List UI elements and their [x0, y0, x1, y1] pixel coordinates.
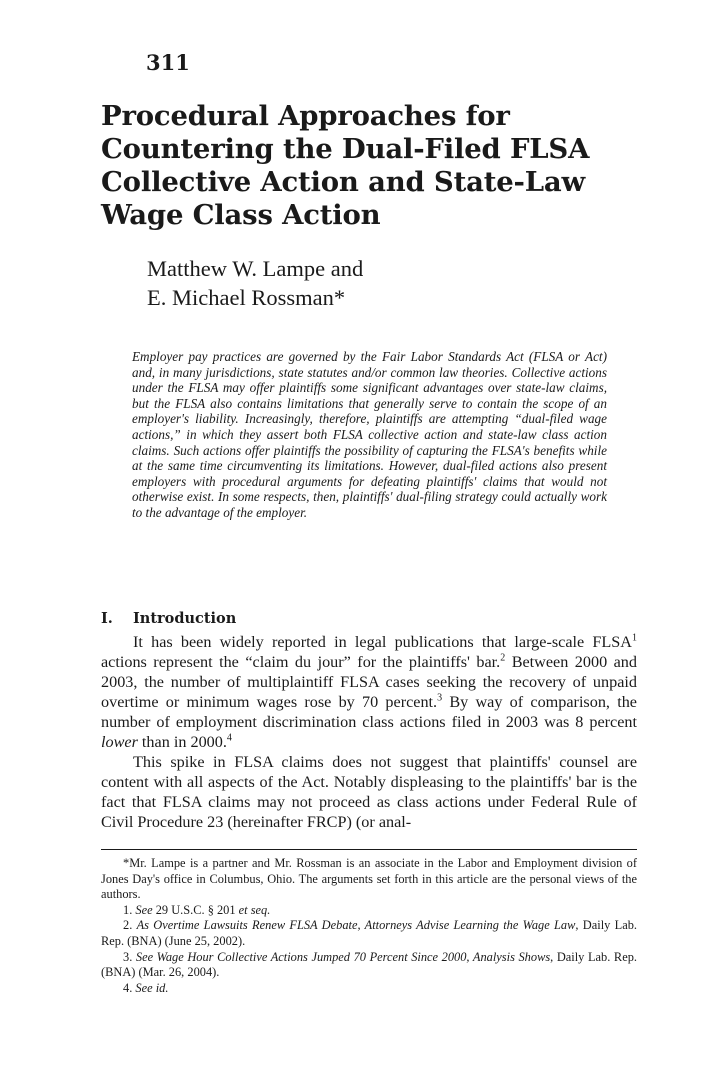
page-number: 311	[146, 50, 190, 75]
footnote-author: *Mr. Lampe is a partner and Mr. Rossman is an associate in the Labor and Employment division of Jones Day's office in Columbus, Ohio. The arguments set forth in this article are the personal views of the authors.	[101, 856, 637, 902]
footnote-3	[101, 950, 637, 981]
author-line: Matthew W. Lampe and	[147, 256, 364, 281]
footnote-number: 1.	[123, 902, 133, 917]
author-byline	[147, 254, 363, 312]
text-run: It has been widely reported in legal publications that large-scale FLSA	[133, 633, 632, 651]
footnote-ref[interactable]: 4	[226, 732, 232, 744]
title-line: Wage Class Action	[101, 199, 381, 231]
citation-text: 29 U.S.C. § 201	[152, 902, 239, 917]
body-paragraph: This spike in FLSA claims does not suggest that plaintiffs' counsel are content with all aspects of the Act. Notably displeasing to the plaintiffs' bar is the fact that FLSA claims may not proceed as class actions under Federal Rule of Civil Procedure 23 (hereinafter FRCP) (or anal-	[101, 753, 637, 831]
body-text	[101, 632, 637, 832]
section-number: I.	[101, 610, 113, 627]
author-line: E. Michael Rossman*	[147, 285, 346, 310]
text-run: By way of comparison, the number of employment discrimination class actions filed in 2003 was 8 percent	[101, 693, 637, 731]
citation-text: , Daily Lab. Rep. (BNA) (June 25, 2002).	[101, 918, 637, 948]
title-line: Collective Action and State-Law	[101, 166, 585, 198]
footnotes	[101, 856, 637, 996]
footnote-number: 2.	[123, 918, 133, 933]
signal-text: See	[135, 902, 153, 917]
citation-title: As Overtime Lawsuits Renew FLSA Debate, Attorneys Advise Learning the Wage Law	[136, 918, 576, 933]
text-run: actions represent the “claim du jour” for the plaintiffs' bar.	[101, 653, 501, 671]
citation-title: See id.	[135, 980, 169, 995]
footnote-ref[interactable]: 2	[500, 652, 506, 664]
section-heading	[101, 610, 236, 627]
citation-title: See Wage Hour Collective Actions Jumped 70 Percent Since 2000, Analysis Shows	[135, 949, 551, 964]
footnote-divider	[101, 849, 637, 850]
footnote-2	[101, 918, 637, 949]
title-line: Procedural Approaches for	[101, 100, 510, 132]
article-title	[101, 100, 681, 232]
footnote-1	[101, 903, 637, 919]
footnote-4	[101, 981, 637, 997]
section-title: Introduction	[133, 610, 237, 627]
body-paragraph	[101, 632, 637, 752]
citation-text: , Daily Lab. Rep. (BNA) (Mar. 26, 2004).	[101, 949, 637, 980]
abstract: Employer pay practices are governed by the Fair Labor Standards Act (FLSA or Act) and, in many jurisdictions, state statutes and/or common law theories. Collective actions under the FLSA may offer plaintiffs some significant advantages over state-law claims, but the FLSA also contains limitations that generally serve to contain the scope of an employer's liability. Increasingly, therefore, plaintiffs are attempting “dual-filed wage actions,” in which they assert both FLSA collective action and state-law class action claims. Such actions offer plaintiffs the possibility of capturing the FLSA's benefits while at the same time circumventing its limitations. However, dual-filed actions also present employers with procedural arguments for defeating plaintiffs' claims that would not otherwise exist. In some respects, then, plaintiffs' dual-filing strategy could actually work to the advantage of the employer.	[132, 349, 607, 520]
title-line: Countering the Dual-Filed FLSA	[101, 133, 590, 165]
footnote-ref[interactable]: 1	[632, 632, 637, 644]
footnote-number: 4.	[123, 980, 133, 995]
text-run: than in 2000.	[137, 733, 227, 751]
footnote-number: 3.	[123, 949, 133, 964]
text-run: Between 2000 and 2003, the number of multiplaintiff FLSA cases seeking the recovery of unpaid overtime or minimum wages rose by 70 percent.	[101, 653, 637, 711]
emphasis-text: lower	[101, 733, 138, 751]
footnote-ref[interactable]: 3	[437, 692, 443, 704]
signal-text: et seq.	[238, 902, 271, 917]
